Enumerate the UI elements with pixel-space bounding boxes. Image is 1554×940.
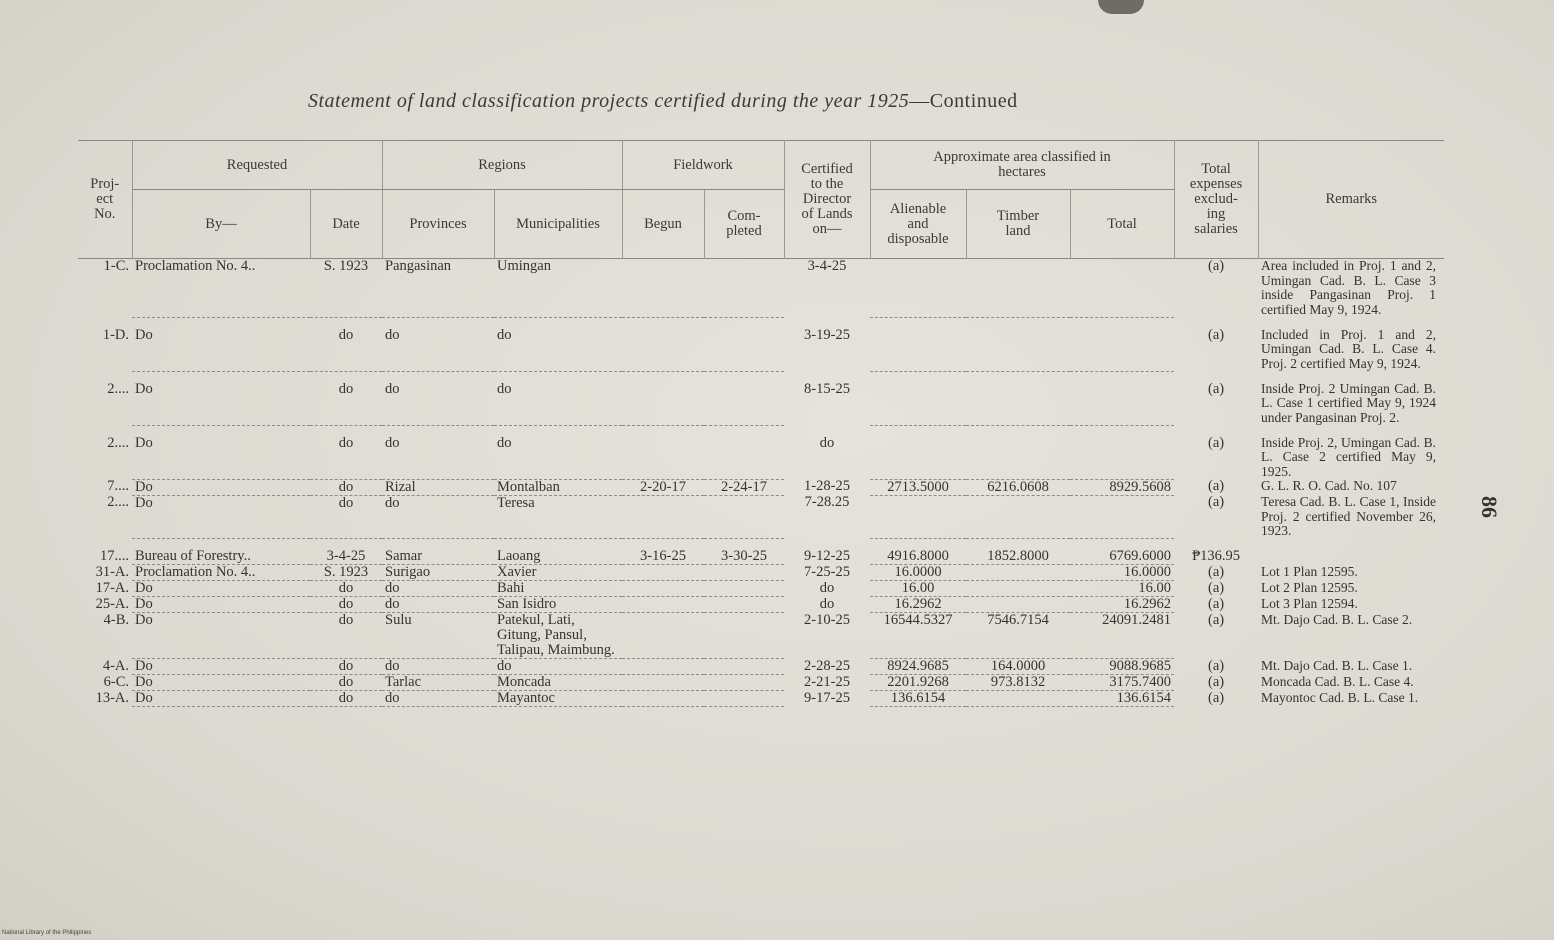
cell-certified: 1-28-25 [804, 479, 850, 494]
col-date: Date [310, 190, 382, 259]
cell-date: S. 1923 [310, 565, 382, 581]
land-classification-table [78, 140, 1444, 707]
cell-remarks: Inside Proj. 2 Umingan Cad. B. L. Case 1 certified May 9, 1924 under Pangasinan Proj. 2. [1261, 381, 1437, 425]
cell-expenses: (a) [1208, 479, 1225, 494]
cell-timber [966, 436, 1070, 480]
cell-total: 9088.9685 [1070, 659, 1174, 675]
cell-alienable: 16.2962 [870, 597, 966, 613]
cell-municipality: Montalban [494, 479, 622, 495]
cell-remarks: Mayontoc Cad. B. L. Case 1. [1261, 690, 1419, 705]
cell-municipality: Xavier [494, 565, 622, 581]
cell-expenses: (a) [1208, 612, 1225, 628]
cell-begun [622, 597, 704, 613]
cell-municipality: Moncada [494, 675, 622, 691]
cell-by: Do [132, 328, 310, 372]
cell-province: do [382, 691, 494, 707]
cell-begun [622, 613, 704, 659]
cell-completed [704, 328, 784, 372]
cell-alienable [870, 436, 966, 480]
cell-certified: do [819, 435, 835, 451]
cell-total: 24091.2481 [1070, 613, 1174, 659]
cell-total: 6769.6000 [1070, 549, 1174, 565]
cell-alienable: 4916.8000 [870, 549, 966, 565]
cell-total: 16.2962 [1070, 597, 1174, 613]
cell-date: do [310, 597, 382, 613]
cell-total [1070, 436, 1174, 480]
cell-remarks: Inside Proj. 2, Umingan Cad. B. L. Case 2 certified May 9, 1925. [1261, 435, 1437, 479]
cell-date: 3-4-25 [310, 549, 382, 565]
cell-remarks: Lot 3 Plan 12594. [1261, 596, 1358, 611]
cell-date: do [310, 659, 382, 675]
cell-completed: 3-30-25 [704, 549, 784, 565]
cell-expenses: (a) [1208, 690, 1225, 706]
cell-begun [622, 691, 704, 707]
cell-municipality: do [494, 659, 622, 675]
col-group-regions: Regions [382, 141, 622, 190]
row-spacer [78, 425, 1444, 436]
cell-province: do [382, 328, 494, 372]
cell-by: Bureau of Forestry.. [132, 549, 310, 565]
cell-timber [966, 581, 1070, 597]
cell-project-no: 4-A. [102, 658, 129, 674]
cell-municipality: Bahi [494, 581, 622, 597]
cell-alienable: 2201.9268 [870, 675, 966, 691]
cell-certified: 2-28-25 [804, 658, 850, 674]
cell-by: Do [132, 479, 310, 495]
cell-completed [704, 597, 784, 613]
cell-by: Proclamation No. 4.. [132, 565, 310, 581]
cell-by: Proclamation No. 4.. [132, 259, 310, 318]
spacer-cell [78, 539, 1444, 550]
table-row [78, 549, 1444, 565]
cell-timber: 164.0000 [966, 659, 1070, 675]
cell-begun [622, 259, 704, 318]
cell-date: do [310, 581, 382, 597]
col-group-requested: Requested [132, 141, 382, 190]
cell-timber [966, 328, 1070, 372]
spacer-cell [78, 425, 1444, 436]
cell-completed [704, 565, 784, 581]
table-row [78, 328, 1444, 372]
cell-remarks: Area included in Proj. 1 and 2, Umingan Cad. B. L. Case 3 inside Pangasinan Proj. 1 certified May 9, 1924. [1261, 258, 1437, 317]
cell-project-no: 2.... [107, 435, 129, 451]
cell-remarks: Teresa Cad. B. L. Case 1, Inside Proj. 2 certified November 26, 1923. [1261, 495, 1437, 538]
cell-province: Tarlac [382, 675, 494, 691]
cell-project-no: 1-D. [102, 327, 129, 343]
cell-expenses: (a) [1208, 381, 1225, 397]
cell-remarks: Mt. Dajo Cad. B. L. Case 2. [1261, 612, 1413, 627]
cell-date: do [310, 328, 382, 372]
cell-province: do [382, 382, 494, 426]
cell-alienable [870, 328, 966, 372]
table-row [78, 597, 1444, 613]
col-municipalities: Municipalities [494, 190, 622, 259]
cell-completed [704, 382, 784, 426]
cell-alienable: 16.0000 [870, 565, 966, 581]
table-body [78, 259, 1444, 707]
cell-expenses: (a) [1208, 674, 1225, 690]
table-row [78, 659, 1444, 675]
cell-total [1070, 495, 1174, 539]
cell-completed [704, 581, 784, 597]
col-provinces: Provinces [382, 190, 494, 259]
cell-completed [704, 436, 784, 480]
cell-date: do [310, 479, 382, 495]
footer-credit: National Library of the Philippines [2, 930, 92, 936]
cell-certified: 3-4-25 [807, 258, 847, 274]
cell-begun [622, 382, 704, 426]
cell-timber [966, 691, 1070, 707]
cell-begun [622, 581, 704, 597]
cell-alienable: 2713.5000 [870, 479, 966, 495]
cell-total: 16.0000 [1070, 565, 1174, 581]
cell-province: Sulu [382, 613, 494, 659]
table-row [78, 479, 1444, 495]
cell-municipality: Laoang [494, 549, 622, 565]
cell-total: 8929.5608 [1070, 479, 1174, 495]
cell-expenses: (a) [1208, 658, 1225, 674]
cell-date: do [310, 495, 382, 539]
cell-expenses: ₱136.95 [1192, 549, 1241, 564]
cell-certified: 7-25-25 [804, 564, 850, 580]
cell-begun [622, 659, 704, 675]
col-total-expenses: Total expenses exclud- ing salaries [1174, 141, 1258, 259]
col-begun: Begun [622, 190, 704, 259]
cell-begun [622, 328, 704, 372]
cell-total: 16.00 [1070, 581, 1174, 597]
cell-timber: 7546.7154 [966, 613, 1070, 659]
cell-completed [704, 259, 784, 318]
table-row [78, 495, 1444, 539]
cell-timber: 973.8132 [966, 675, 1070, 691]
page-title [308, 90, 1268, 113]
row-spacer [78, 539, 1444, 550]
cell-by: Do [132, 613, 310, 659]
cell-begun [622, 495, 704, 539]
cell-begun [622, 565, 704, 581]
cell-certified: do [819, 596, 835, 612]
table-row [78, 382, 1444, 426]
cell-municipality: do [494, 328, 622, 372]
cell-project-no: 7.... [107, 479, 129, 494]
cell-by: Do [132, 691, 310, 707]
cell-expenses: (a) [1208, 327, 1225, 343]
cell-alienable: 16.00 [870, 581, 966, 597]
cell-begun: 2-20-17 [622, 479, 704, 495]
cell-by: Do [132, 597, 310, 613]
cell-timber [966, 597, 1070, 613]
cell-alienable: 16544.5327 [870, 613, 966, 659]
cell-province: do [382, 436, 494, 480]
cell-date: do [310, 691, 382, 707]
col-group-area: Approximate area classified in hectares [870, 141, 1174, 190]
col-timber: Timber land [966, 190, 1070, 259]
cell-by: Do [132, 581, 310, 597]
col-remarks: Remarks [1258, 141, 1444, 259]
cell-municipality: Mayantoc [494, 691, 622, 707]
cell-certified: 2-21-25 [804, 674, 850, 690]
cell-project-no: 4-B. [103, 612, 129, 628]
cell-by: Do [132, 675, 310, 691]
cell-province: do [382, 581, 494, 597]
page-number: 86 [1477, 496, 1502, 518]
cell-by: Do [132, 495, 310, 539]
cell-total [1070, 382, 1174, 426]
cell-municipality: Teresa [494, 495, 622, 539]
cell-completed: 2-24-17 [704, 479, 784, 495]
cell-timber [966, 565, 1070, 581]
cell-completed [704, 613, 784, 659]
cell-remarks: G. L. R. O. Cad. No. 107 [1261, 479, 1397, 493]
cell-province: Rizal [382, 479, 494, 495]
cell-timber [966, 259, 1070, 318]
cell-municipality: Umingan [494, 259, 622, 318]
cell-by: Do [132, 382, 310, 426]
col-alienable: Alienable and disposable [870, 190, 966, 259]
cell-timber: 1852.8000 [966, 549, 1070, 565]
cell-date: do [310, 382, 382, 426]
cell-date: do [310, 613, 382, 659]
cell-municipality: San Isidro [494, 597, 622, 613]
cell-completed [704, 675, 784, 691]
table-row [78, 581, 1444, 597]
cell-expenses: (a) [1208, 495, 1225, 510]
cell-project-no: 25-A. [95, 596, 129, 612]
cell-timber: 6216.0608 [966, 479, 1070, 495]
cell-expenses: (a) [1208, 258, 1225, 274]
cell-municipality: Patekul, Lati, Gitung, Pansul, Talipau, Maimbung. [494, 613, 622, 659]
cell-date: S. 1923 [310, 259, 382, 318]
table-row [78, 691, 1444, 707]
cell-alienable [870, 382, 966, 426]
table-row [78, 259, 1444, 318]
col-by: By— [132, 190, 310, 259]
cell-province: do [382, 659, 494, 675]
cell-completed [704, 691, 784, 707]
spacer-cell [78, 317, 1444, 328]
cell-expenses: (a) [1208, 580, 1225, 596]
cell-remarks: Moncada Cad. B. L. Case 4. [1261, 674, 1414, 689]
col-total: Total [1070, 190, 1174, 259]
cell-expenses: (a) [1208, 596, 1225, 612]
cell-province: do [382, 597, 494, 613]
cell-total: 3175.7400 [1070, 675, 1174, 691]
cell-date: do [310, 675, 382, 691]
table-row [78, 675, 1444, 691]
cell-certified: 9-17-25 [804, 690, 850, 706]
cell-completed [704, 495, 784, 539]
cell-project-no: 13-A. [95, 690, 129, 706]
row-spacer [78, 371, 1444, 382]
cell-certified: 9-12-25 [804, 549, 850, 564]
cell-project-no: 31-A. [95, 564, 129, 580]
cell-begun [622, 436, 704, 480]
row-spacer [78, 317, 1444, 328]
title-main: Statement of land classification projects certified during the year 1925 [308, 90, 910, 112]
cell-certified: 8-15-25 [804, 381, 850, 397]
cell-remarks [1258, 549, 1444, 565]
cell-remarks: Mt. Dajo Cad. B. L. Case 1. [1261, 658, 1413, 673]
cell-total [1070, 259, 1174, 318]
cell-expenses: (a) [1208, 435, 1225, 451]
cell-project-no: 6-C. [103, 674, 129, 690]
cell-project-no: 1-C. [103, 258, 129, 274]
col-group-fieldwork: Fieldwork [622, 141, 784, 190]
cell-municipality: do [494, 382, 622, 426]
cell-project-no: 17.... [100, 549, 129, 564]
cell-alienable [870, 259, 966, 318]
cell-begun [622, 675, 704, 691]
cell-certified: do [819, 580, 835, 596]
cell-begun: 3-16-25 [622, 549, 704, 565]
cell-province: do [382, 495, 494, 539]
cell-project-no: 2.... [107, 381, 129, 397]
cell-alienable: 8924.9685 [870, 659, 966, 675]
cell-by: Do [132, 659, 310, 675]
ink-blot [1098, 0, 1144, 14]
cell-project-no: 2.... [107, 495, 129, 510]
cell-date: do [310, 436, 382, 480]
cell-province: Samar [382, 549, 494, 565]
cell-by: Do [132, 436, 310, 480]
cell-remarks: Lot 2 Plan 12595. [1261, 580, 1358, 595]
cell-alienable [870, 495, 966, 539]
cell-project-no: 17-A. [95, 580, 129, 596]
col-completed: Com- pleted [704, 190, 784, 259]
cell-certified: 2-10-25 [804, 612, 850, 628]
cell-total: 136.6154 [1070, 691, 1174, 707]
cell-remarks: Lot 1 Plan 12595. [1261, 564, 1358, 579]
cell-timber [966, 382, 1070, 426]
table-row [78, 613, 1444, 659]
table-row [78, 436, 1444, 480]
title-suffix: —Continued [909, 90, 1018, 112]
cell-municipality: do [494, 436, 622, 480]
cell-total [1070, 328, 1174, 372]
col-certified: Certified to the Director of Lands on— [784, 141, 870, 259]
cell-certified: 3-19-25 [804, 327, 850, 343]
cell-province: Pangasinan [382, 259, 494, 318]
cell-timber [966, 495, 1070, 539]
cell-certified: 7-28.25 [804, 495, 850, 510]
col-project-no: Proj- ect No. [90, 176, 120, 222]
cell-expenses: (a) [1208, 564, 1225, 580]
cell-remarks: Included in Proj. 1 and 2, Umingan Cad. B. L. Case 4. Proj. 2 certified May 9, 1924. [1261, 327, 1437, 371]
spacer-cell [78, 371, 1444, 382]
cell-province: Surigao [382, 565, 494, 581]
table-row [78, 565, 1444, 581]
cell-alienable: 136.6154 [870, 691, 966, 707]
cell-completed [704, 659, 784, 675]
